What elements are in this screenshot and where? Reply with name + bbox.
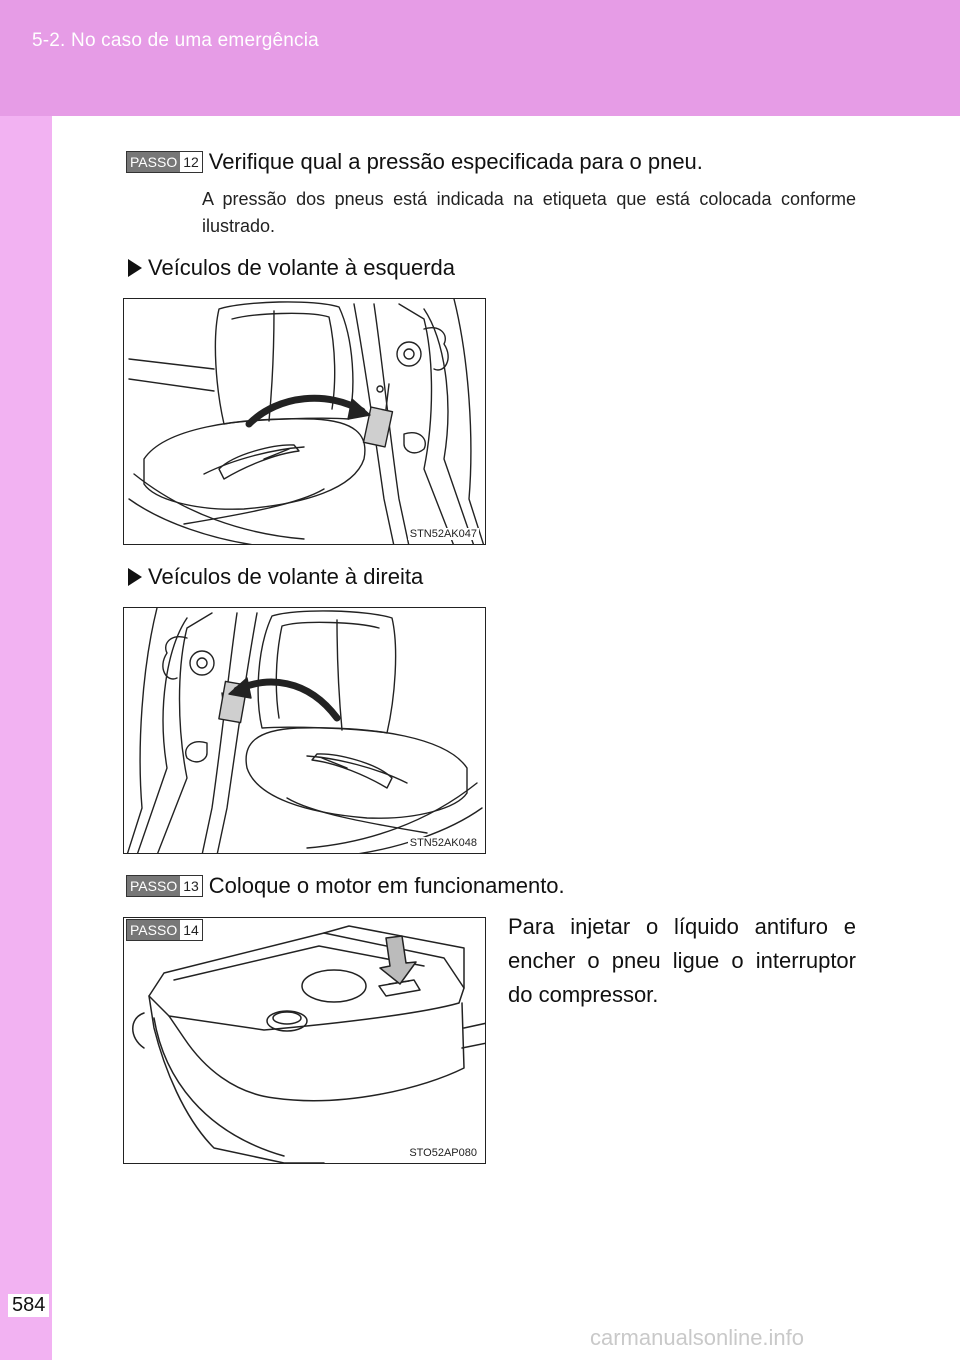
step-text: Coloque o motor em funcionamento. bbox=[208, 873, 565, 898]
triangle-bullet-icon bbox=[128, 259, 142, 277]
sub-heading-left-hand-drive bbox=[128, 255, 455, 281]
step-badge-label: PASSO bbox=[127, 876, 180, 896]
step-14-text: Para injetar o líquido antifuro e encher o pneu ligue o interruptor do compressor. bbox=[508, 914, 856, 1007]
step-badge-label: PASSO bbox=[127, 152, 180, 172]
section-title: 5-2. No caso de uma emergência bbox=[32, 30, 319, 51]
step-badge-number: 12 bbox=[180, 152, 202, 172]
seat-door-pillar-illustration bbox=[124, 299, 486, 545]
figure-code: STN52AK047 bbox=[409, 528, 477, 540]
step-badge bbox=[126, 151, 203, 173]
figure-code: STO52AP080 bbox=[409, 1147, 477, 1159]
step-badge-number: 13 bbox=[180, 876, 202, 896]
page-number: 584 bbox=[8, 1294, 49, 1317]
header-band bbox=[0, 0, 960, 116]
step-12 bbox=[126, 149, 703, 175]
side-margin-band bbox=[0, 116, 52, 1360]
sub-heading-right-hand-drive bbox=[128, 564, 423, 590]
seat-door-pillar-illustration bbox=[124, 608, 486, 854]
triangle-bullet-icon bbox=[128, 568, 142, 586]
step-badge-number: 14 bbox=[180, 920, 202, 940]
step-13 bbox=[126, 873, 565, 899]
figure-code: STN52AK048 bbox=[409, 837, 477, 849]
step-14-badge-holder bbox=[126, 919, 209, 941]
figure-compressor bbox=[123, 917, 486, 1164]
step-badge bbox=[126, 875, 203, 897]
note-text: A pressão dos pneus está indicada na etiqueta que está colocada conforme ilustrado. bbox=[202, 189, 856, 236]
sub-heading-text: Veículos de volante à direita bbox=[148, 564, 424, 589]
step-badge-label: PASSO bbox=[127, 920, 180, 940]
figure-right-hand-drive bbox=[123, 607, 486, 854]
compressor-illustration bbox=[124, 918, 486, 1164]
figure-left-hand-drive bbox=[123, 298, 486, 545]
sub-heading-text: Veículos de volante à esquerda bbox=[148, 255, 456, 280]
watermark: carmanualsonline.info bbox=[590, 1325, 805, 1350]
step-badge bbox=[126, 919, 203, 941]
step-text: Verifique qual a pressão especificada para o pneu. bbox=[208, 149, 703, 174]
